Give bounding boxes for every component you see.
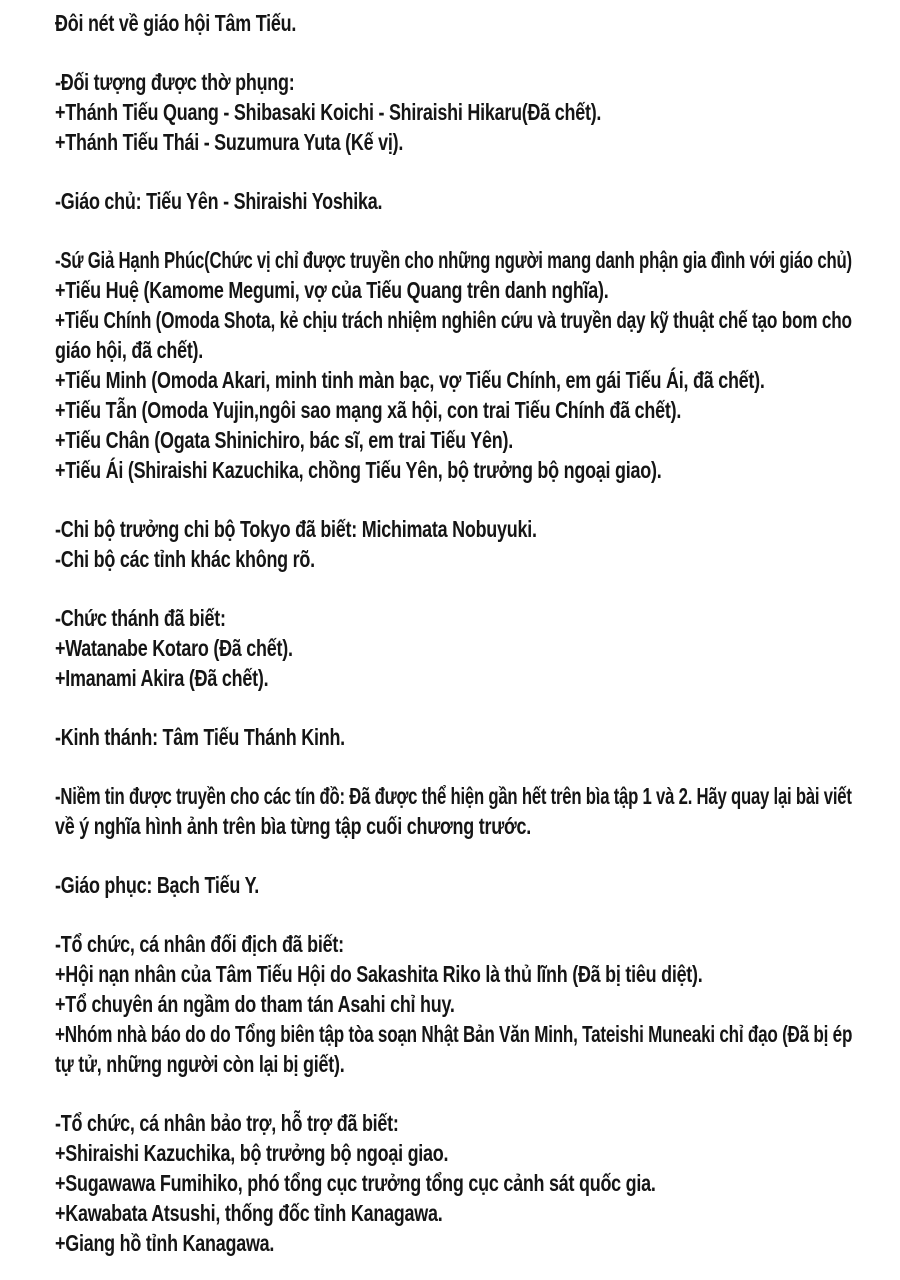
- text-line: về ý nghĩa hình ảnh trên bìa từng tập cuối chương trước.: [55, 813, 531, 839]
- text-line: +Thánh Tiếu Thái - Suzumura Yuta (Kế vị).: [55, 129, 404, 155]
- text-line: +Tiếu Minh (Omoda Akari, minh tinh màn bạc, vợ Tiếu Chính, em gái Tiếu Ái, đã chết).: [55, 367, 765, 393]
- text-block: [55, 67, 852, 157]
- text-line: +Nhóm nhà báo do do Tổng biên tập tòa soạn Nhật Bản Văn Minh, Tateishi Muneaki chỉ đạo (Đã bị ép: [55, 1021, 853, 1047]
- text-line: -Tổ chức, cá nhân đối địch đã biết:: [55, 931, 344, 957]
- text-block: [55, 186, 852, 216]
- text-line: -Sứ Giả Hạnh Phúc(Chức vị chỉ được truyền cho những người mang danh phận gia đình với giáo chủ): [55, 247, 852, 273]
- text-line: -Kinh thánh: Tâm Tiếu Thánh Kinh.: [55, 724, 345, 750]
- text-line: tự tử, những người còn lại bị giết).: [55, 1051, 345, 1077]
- text-line: -Đối tượng được thờ phụng:: [55, 69, 295, 95]
- text-block: [55, 603, 852, 693]
- text-line: -Chi bộ các tỉnh khác không rõ.: [55, 546, 315, 572]
- text-line: Đôi nét về giáo hội Tâm Tiếu.: [55, 10, 297, 36]
- text-block: [55, 245, 852, 485]
- text-line: +Tiếu Huệ (Kamome Megumi, vợ của Tiếu Quang trên danh nghĩa).: [55, 277, 609, 303]
- text-line: -Giáo phục: Bạch Tiếu Y.: [55, 872, 260, 898]
- text-block: [55, 514, 852, 574]
- text-block: [55, 929, 852, 1079]
- text-block: [55, 8, 852, 38]
- text-line: -Giáo chủ: Tiếu Yên - Shiraishi Yoshika.: [55, 188, 383, 214]
- text-line: +Tiếu Ái (Shiraishi Kazuchika, chồng Tiếu Yên, bộ trưởng bộ ngoại giao).: [55, 457, 662, 483]
- text-block: [55, 870, 852, 900]
- text-line: +Thánh Tiếu Quang - Shibasaki Koichi - Shiraishi Hikaru(Đã chết).: [55, 99, 602, 125]
- text-line: giáo hội, đã chết).: [55, 337, 204, 363]
- text-line: +Tổ chuyên án ngầm do tham tán Asahi chỉ huy.: [55, 991, 455, 1017]
- text-line: +Tiếu Tẫn (Omoda Yujin,ngôi sao mạng xã hội, con trai Tiếu Chính đã chết).: [55, 397, 682, 423]
- text-line: -Chức thánh đã biết:: [55, 605, 226, 631]
- text-line: +Kawabata Atsushi, thống đốc tỉnh Kanagawa.: [55, 1200, 443, 1226]
- text-block: [55, 781, 852, 841]
- text-line: +Giang hồ tỉnh Kanagawa.: [55, 1230, 275, 1256]
- text-line: +Sugawawa Fumihiko, phó tổng cục trưởng tổng cục cảnh sát quốc gia.: [55, 1170, 656, 1196]
- text-line: +Shiraishi Kazuchika, bộ trưởng bộ ngoại giao.: [55, 1140, 449, 1166]
- text-line: +Tiếu Chính (Omoda Shota, kẻ chịu trách nhiệm nghiên cứu và truyền dạy kỹ thuật chế tạo bom cho: [55, 307, 852, 333]
- text-line: -Chi bộ trưởng chi bộ Tokyo đã biết: Michimata Nobuyuki.: [55, 516, 537, 542]
- text-block: [55, 1108, 852, 1258]
- text-line: +Tiếu Chân (Ogata Shinichiro, bác sĩ, em trai Tiếu Yên).: [55, 427, 513, 453]
- text-line: -Tổ chức, cá nhân bảo trợ, hỗ trợ đã biết:: [55, 1110, 399, 1136]
- text-line: +Hội nạn nhân của Tâm Tiếu Hội do Sakashita Riko là thủ lĩnh (Đã bị tiêu diệt).: [55, 961, 703, 987]
- text-line: -Niềm tin được truyền cho các tín đồ: Đã được thể hiện gần hết trên bìa tập 1 và 2. Hãy quay lại bài viết: [55, 783, 852, 809]
- text-line: +Watanabe Kotaro (Đã chết).: [55, 635, 293, 661]
- text-block: [55, 722, 852, 752]
- text-line: +Imanami Akira (Đã chết).: [55, 665, 269, 691]
